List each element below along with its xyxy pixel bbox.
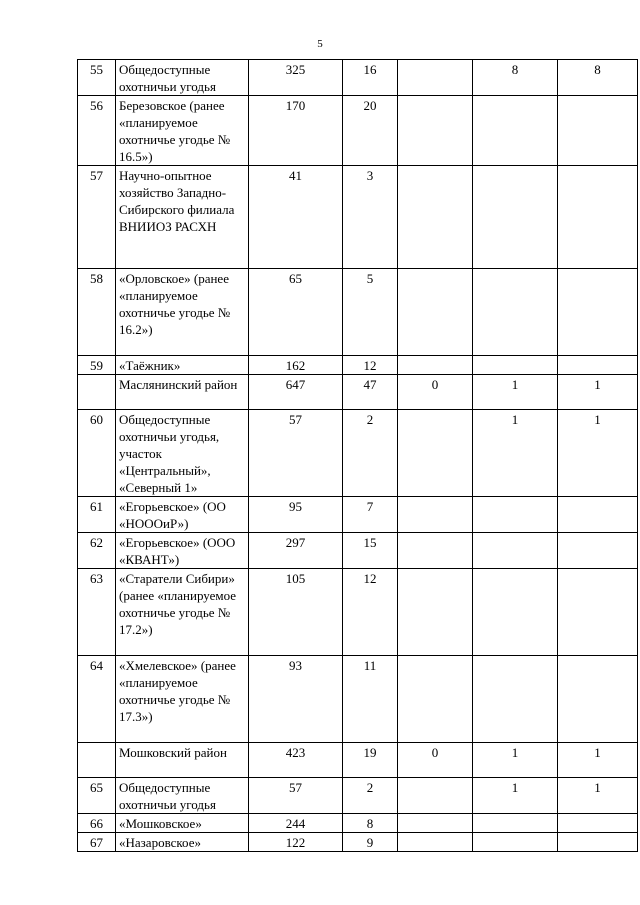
cell-value-2: 7 — [343, 497, 398, 533]
hunting-ground-name: «Егорьевское» (ООО «КВАНТ») — [116, 533, 249, 569]
cell-value-4: 1 — [473, 375, 558, 410]
cell-value-4: 1 — [473, 743, 558, 778]
cell-value-5 — [558, 569, 638, 656]
hunting-ground-name: «Хмелевское» (ранее «планируемое охотничье угодье № 17.3») — [116, 656, 249, 743]
cell-value-1: 170 — [249, 96, 343, 166]
cell-value-2: 5 — [343, 269, 398, 356]
cell-value-4 — [473, 96, 558, 166]
cell-value-1: 244 — [249, 814, 343, 833]
table-row — [78, 410, 638, 497]
hunting-ground-name: «Орловское» (ранее «планируемое охотничье угодье № 16.2») — [116, 269, 249, 356]
row-number: 58 — [78, 269, 116, 356]
cell-value-5 — [558, 833, 638, 852]
cell-value-3 — [398, 166, 473, 269]
cell-value-4 — [473, 166, 558, 269]
cell-value-3 — [398, 60, 473, 96]
hunting-ground-name: «Назаровское» — [116, 833, 249, 852]
cell-value-1: 122 — [249, 833, 343, 852]
cell-value-1: 57 — [249, 778, 343, 814]
cell-value-4: 8 — [473, 60, 558, 96]
cell-value-1: 297 — [249, 533, 343, 569]
hunting-ground-name: «Таёжник» — [116, 356, 249, 375]
cell-value-3 — [398, 96, 473, 166]
cell-value-2: 9 — [343, 833, 398, 852]
table-row — [78, 743, 638, 778]
cell-value-3 — [398, 656, 473, 743]
row-number — [78, 375, 116, 410]
cell-value-5 — [558, 96, 638, 166]
hunting-ground-name: «Егорьевское» (ОО «НОООиР») — [116, 497, 249, 533]
cell-value-1: 325 — [249, 60, 343, 96]
row-number: 63 — [78, 569, 116, 656]
cell-value-3 — [398, 410, 473, 497]
cell-value-5 — [558, 166, 638, 269]
cell-value-5 — [558, 356, 638, 375]
table-row — [78, 778, 638, 814]
cell-value-3: 0 — [398, 743, 473, 778]
table-row — [78, 166, 638, 269]
hunting-ground-name: «Мошковское» — [116, 814, 249, 833]
cell-value-2: 16 — [343, 60, 398, 96]
cell-value-2: 8 — [343, 814, 398, 833]
table-row — [78, 375, 638, 410]
cell-value-2: 15 — [343, 533, 398, 569]
cell-value-2: 12 — [343, 569, 398, 656]
cell-value-3 — [398, 778, 473, 814]
table-row — [78, 833, 638, 852]
cell-value-2: 47 — [343, 375, 398, 410]
hunting-ground-name: Березовское (ранее «планируемое охотничье угодье № 16.5») — [116, 96, 249, 166]
cell-value-1: 423 — [249, 743, 343, 778]
hunting-ground-name: Общедоступные охотничьи угодья — [116, 60, 249, 96]
cell-value-4 — [473, 814, 558, 833]
cell-value-4: 1 — [473, 778, 558, 814]
table-row — [78, 269, 638, 356]
district-name: Мошковский район — [116, 743, 249, 778]
cell-value-5 — [558, 656, 638, 743]
cell-value-5 — [558, 269, 638, 356]
cell-value-4 — [473, 356, 558, 375]
row-number: 62 — [78, 533, 116, 569]
cell-value-3 — [398, 569, 473, 656]
cell-value-3 — [398, 356, 473, 375]
cell-value-4: 1 — [473, 410, 558, 497]
cell-value-2: 19 — [343, 743, 398, 778]
cell-value-5 — [558, 814, 638, 833]
row-number: 64 — [78, 656, 116, 743]
district-name: Маслянинский район — [116, 375, 249, 410]
row-number — [78, 743, 116, 778]
row-number: 59 — [78, 356, 116, 375]
cell-value-5 — [558, 497, 638, 533]
row-number: 67 — [78, 833, 116, 852]
cell-value-4 — [473, 269, 558, 356]
cell-value-3: 0 — [398, 375, 473, 410]
cell-value-2: 2 — [343, 410, 398, 497]
row-number: 65 — [78, 778, 116, 814]
table-row — [78, 497, 638, 533]
table-row — [78, 356, 638, 375]
cell-value-2: 3 — [343, 166, 398, 269]
table-row — [78, 60, 638, 96]
cell-value-2: 20 — [343, 96, 398, 166]
table-row — [78, 569, 638, 656]
cell-value-3 — [398, 833, 473, 852]
row-number: 60 — [78, 410, 116, 497]
cell-value-1: 95 — [249, 497, 343, 533]
cell-value-3 — [398, 497, 473, 533]
hunting-grounds-table — [77, 59, 638, 852]
table-row — [78, 814, 638, 833]
cell-value-4 — [473, 569, 558, 656]
cell-value-4 — [473, 833, 558, 852]
hunting-ground-name: «Старатели Сибири» (ранее «планируемое охотничье угодье № 17.2») — [116, 569, 249, 656]
cell-value-1: 93 — [249, 656, 343, 743]
cell-value-2: 11 — [343, 656, 398, 743]
hunting-ground-name: Общедоступные охотничьи угодья — [116, 778, 249, 814]
cell-value-5: 8 — [558, 60, 638, 96]
cell-value-4 — [473, 533, 558, 569]
cell-value-1: 162 — [249, 356, 343, 375]
cell-value-4 — [473, 656, 558, 743]
cell-value-3 — [398, 533, 473, 569]
page-number: 5 — [317, 38, 323, 50]
cell-value-4 — [473, 497, 558, 533]
row-number: 61 — [78, 497, 116, 533]
cell-value-1: 57 — [249, 410, 343, 497]
cell-value-5: 1 — [558, 778, 638, 814]
cell-value-1: 41 — [249, 166, 343, 269]
row-number: 55 — [78, 60, 116, 96]
table-row — [78, 96, 638, 166]
cell-value-1: 65 — [249, 269, 343, 356]
row-number: 56 — [78, 96, 116, 166]
cell-value-1: 105 — [249, 569, 343, 656]
cell-value-1: 647 — [249, 375, 343, 410]
cell-value-2: 12 — [343, 356, 398, 375]
cell-value-5: 1 — [558, 375, 638, 410]
row-number: 57 — [78, 166, 116, 269]
cell-value-5 — [558, 533, 638, 569]
cell-value-3 — [398, 269, 473, 356]
cell-value-3 — [398, 814, 473, 833]
table-row — [78, 656, 638, 743]
cell-value-5: 1 — [558, 410, 638, 497]
row-number: 66 — [78, 814, 116, 833]
table-row — [78, 533, 638, 569]
cell-value-2: 2 — [343, 778, 398, 814]
hunting-ground-name: Общедоступные охотничьи угодья, участок «Центральный», «Северный 1» — [116, 410, 249, 497]
cell-value-5: 1 — [558, 743, 638, 778]
hunting-ground-name: Научно-опытное хозяйство Западно-Сибирского филиала ВНИИОЗ РАСХН — [116, 166, 249, 269]
